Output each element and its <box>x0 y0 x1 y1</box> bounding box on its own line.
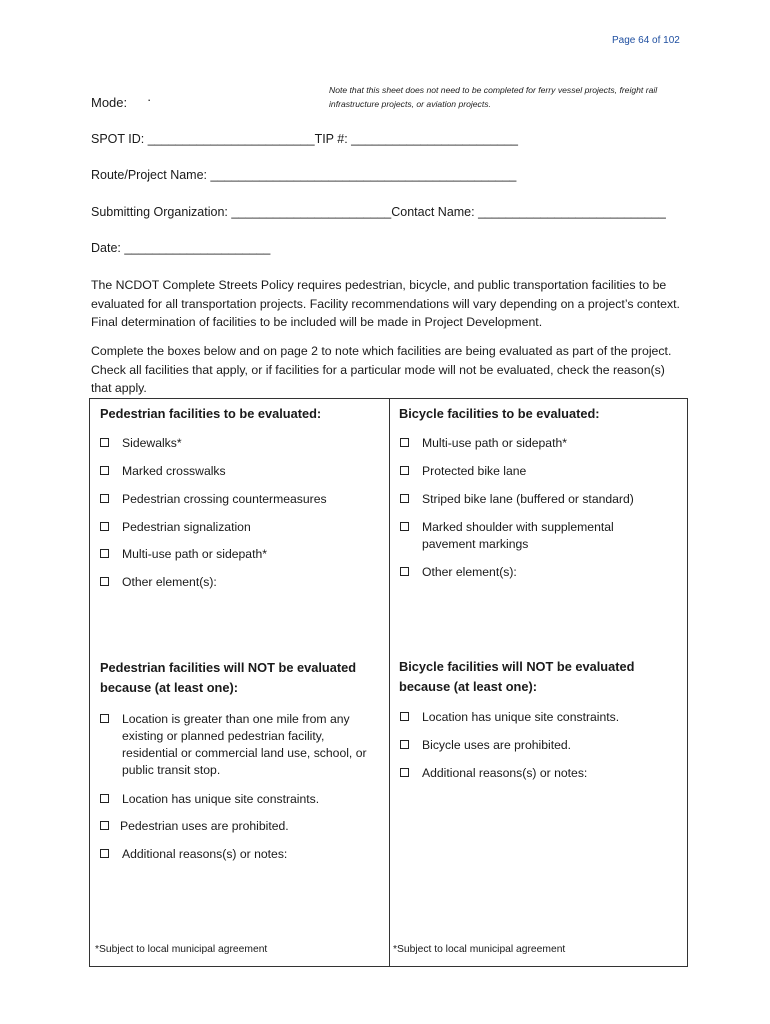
checkbox[interactable] <box>400 567 409 576</box>
checkbox[interactable] <box>100 522 109 531</box>
checkbox[interactable] <box>400 712 409 721</box>
ferry-note: Note that this sheet does not need to be completed for ferry vessel projects, freight rail infrastructure projects, or aviation projects. <box>329 85 658 109</box>
bicycle-not-eval-title: Bicycle facilities will NOT be evaluated because (at least one): <box>399 659 635 694</box>
bicycle-box: Bicycle facilities to be evaluated: Multi-use path or sidepath* Protected bike lane Striped bike lane (buffered or standard) Marked shoulder with supplemental pavement markings Other element(s): Bicycle facilities will NOT be evaluated because (at least one): Location has unique site constraints. Bicycle uses are prohibited. Additional reasons(s) or notes: *Subject to local municipal agreement <box>389 398 688 967</box>
organization-contact-fields[interactable]: Submitting Organization: _______________________Contact Name: ___________________________ <box>91 205 666 219</box>
checkbox[interactable] <box>400 438 409 447</box>
checkbox[interactable] <box>100 438 109 447</box>
checkbox[interactable] <box>400 740 409 749</box>
date-field[interactable]: Date: _____________________ <box>91 241 271 255</box>
checkbox[interactable] <box>100 494 109 503</box>
instructions-paragraph: Complete the boxes below and on page 2 to note which facilities are being evaluated as part of the project. Check all facilities that apply, or if facilities for a particular mode will not be evaluated, check the reason(s) that apply. <box>91 344 672 396</box>
checkbox[interactable] <box>100 714 109 723</box>
checkbox[interactable] <box>400 522 409 531</box>
page-number: Page 64 of 102 <box>612 35 680 46</box>
pedestrian-footnote: *Subject to local municipal agreement <box>95 944 268 955</box>
checkbox[interactable] <box>100 466 109 475</box>
mode-value[interactable]: · <box>147 92 152 107</box>
route-project-name-field[interactable]: Route/Project Name: ____________________________________________ <box>91 168 517 182</box>
checkbox[interactable] <box>100 821 109 830</box>
pedestrian-not-eval-title: Pedestrian facilities will NOT be evaluated because (at least one): <box>100 660 357 695</box>
mode-label: Mode: <box>91 95 128 110</box>
checkbox[interactable] <box>100 549 109 558</box>
policy-paragraph: The NCDOT Complete Streets Policy requires pedestrian, bicycle, and public transportation facilities to be evaluated for all transportation projects. Facility recommendations will vary depending on a project’s context. Final determination of facilities to be included will be made in Project Development. <box>91 278 680 330</box>
bicycle-eval-title: Bicycle facilities to be evaluated: <box>399 406 600 421</box>
pedestrian-eval-title: Pedestrian facilities to be evaluated: <box>100 406 322 421</box>
pedestrian-box: Pedestrian facilities to be evaluated: Sidewalks* Marked crosswalks Pedestrian crossing countermeasures Pedestrian signalization Multi-use path or sidepath* Other element(s): Pedestrian facilities will NOT be evaluated because (at least one): Location is greater than one mile from any existing or planned pedestrian facility, residential or commercial land use, school, or public transit stop. Location has unique site constraints. Pedestrian uses are prohibited. Additional reasons(s) or notes: *Subject to local municipal agreement <box>89 398 390 967</box>
checkbox[interactable] <box>400 768 409 777</box>
checkbox[interactable] <box>400 494 409 503</box>
checkbox[interactable] <box>100 577 109 586</box>
checkbox[interactable] <box>100 794 109 803</box>
bicycle-footnote: *Subject to local municipal agreement <box>393 944 566 955</box>
spot-tip-fields[interactable]: SPOT ID: ________________________TIP #: ________________________ <box>91 132 519 146</box>
checkbox[interactable] <box>100 849 109 858</box>
checkbox[interactable] <box>400 466 409 475</box>
